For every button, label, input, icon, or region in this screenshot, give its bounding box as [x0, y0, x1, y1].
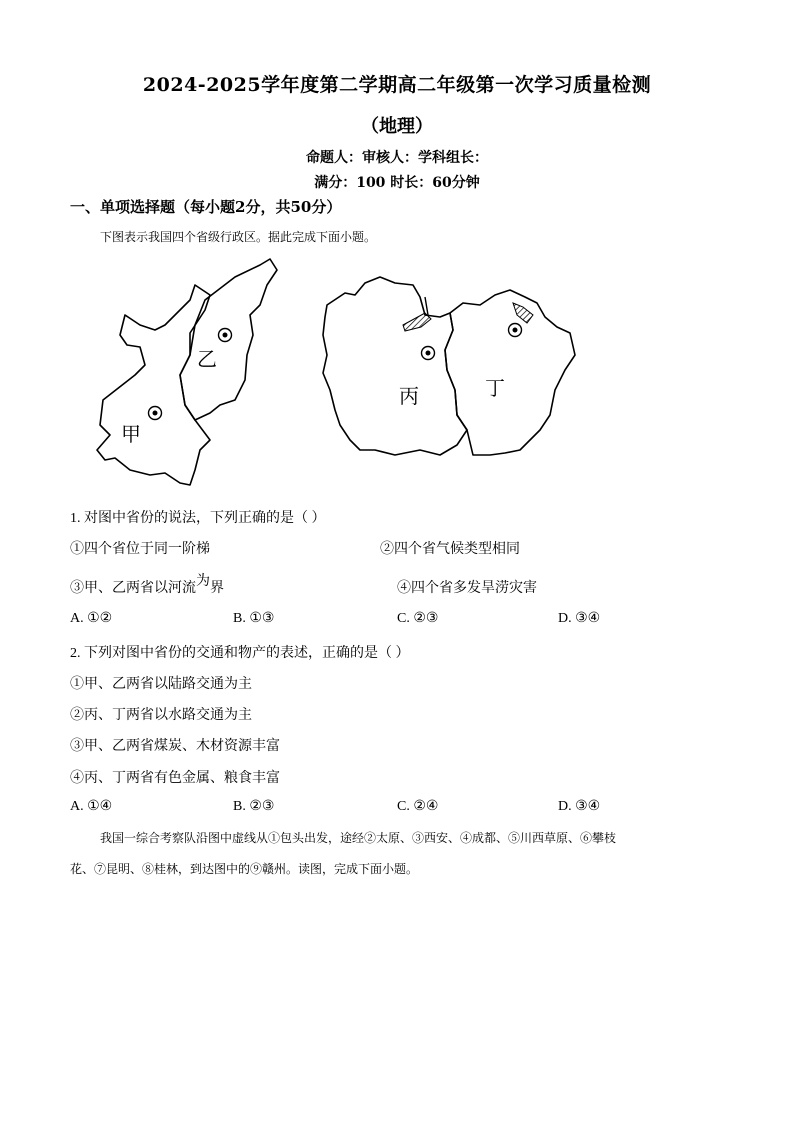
q1-statement-3-c: 界	[210, 581, 224, 596]
q2-statement-3: ③甲、乙两省煤炭、木材资源丰富	[70, 739, 280, 754]
province-map	[95, 255, 595, 490]
page-title: 2024-2025学年度第二学期高二年级第一次学习质量检测	[142, 74, 652, 96]
province-ding-outline	[445, 290, 575, 455]
paragraph-line-2: 花、⑦昆明、⑧桂林，到达图中的⑨赣州。读图，完成下面小题。	[70, 862, 419, 876]
q1-statement-3	[70, 574, 224, 597]
q1-option-c[interactable]: C. ②③	[397, 611, 439, 626]
q1-statement-4: ④四个省多发旱涝灾害	[397, 581, 537, 596]
q2-option-a[interactable]: A. ①④	[70, 799, 113, 814]
label-jia: 甲	[121, 422, 141, 446]
lake-poyang	[513, 303, 533, 323]
author-info: 命题人：审核人：学科组长：	[306, 150, 488, 166]
capital-marker-ding	[509, 324, 522, 337]
province-bing-outline	[323, 277, 467, 455]
label-yi: 乙	[197, 347, 217, 371]
capital-marker-bing	[422, 347, 435, 360]
q1-option-b[interactable]: B. ①③	[233, 611, 275, 626]
label-bing: 丙	[399, 384, 419, 408]
q2-statement-1: ①甲、乙两省以陆路交通为主	[70, 677, 252, 692]
section-title: 一、单项选择题（每小题2分，共50分）	[70, 198, 342, 216]
q1-statement-3-a: ③甲、乙两省以河流	[70, 581, 196, 596]
capital-marker-jia	[149, 407, 162, 420]
question-1-stem: 1. 对图中省份的说法，下列正确的是（ ）	[70, 511, 326, 526]
q2-statement-2: ②丙、丁两省以水路交通为主	[70, 708, 252, 723]
score-time-info: 满分：100 时长：60分钟	[314, 175, 480, 191]
q2-option-d[interactable]: D. ③④	[558, 799, 601, 814]
subject-label: （地理）	[361, 116, 433, 137]
label-ding: 丁	[485, 376, 505, 400]
capital-marker-yi	[219, 329, 232, 342]
q2-option-b[interactable]: B. ②③	[233, 799, 275, 814]
lake-dongting	[403, 313, 431, 331]
q2-statement-4: ④丙、丁两省有色金属、粮食丰富	[70, 771, 280, 786]
question-2-stem: 2. 下列对图中省份的交通和物产的表述，正确的是（ ）	[70, 646, 410, 661]
q1-statement-2: ②四个省气候类型相同	[380, 542, 520, 557]
province-jia-outline	[97, 285, 210, 485]
q1-statement-1: ①四个省位于同一阶梯	[70, 542, 210, 557]
map-intro: 下图表示我国四个省级行政区。据此完成下面小题。	[100, 230, 377, 244]
river-line	[425, 297, 428, 315]
paragraph-line-1: 我国一综合考察队沿图中虚线从①包头出发，途经②太原、③西安、④成都、⑤川西草原、⑥攀枝	[100, 831, 617, 845]
q2-option-c[interactable]: C. ②④	[397, 799, 439, 814]
q1-option-d[interactable]: D. ③④	[558, 611, 601, 626]
q1-option-a[interactable]: A. ①②	[70, 611, 113, 626]
q1-statement-3-b: 为	[196, 574, 210, 589]
